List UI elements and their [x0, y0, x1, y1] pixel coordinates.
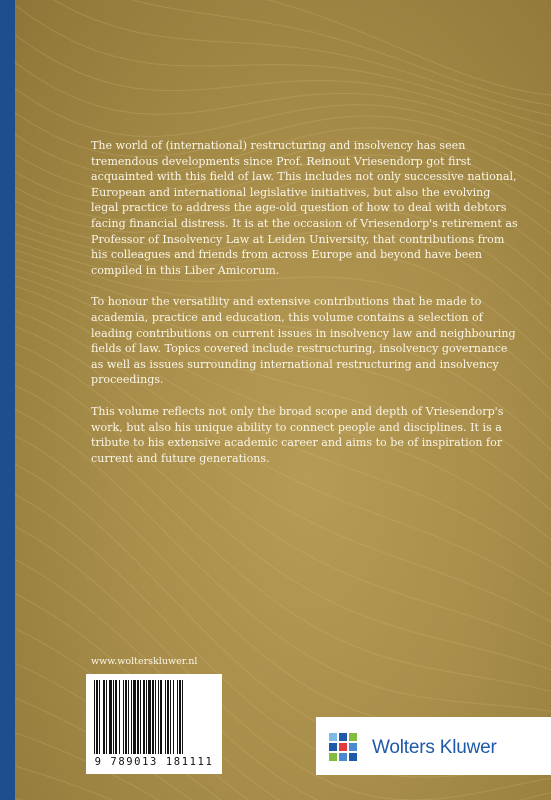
publisher-website: www.wolterskluwer.nl: [91, 656, 198, 667]
isbn-barcode: [86, 674, 222, 774]
publisher-name: Wolters Kluwer: [372, 737, 497, 758]
wave-line: [15, 0, 551, 144]
publisher-logo-box: [316, 717, 551, 775]
book-spine: [0, 0, 15, 800]
blurb-paragraph-1: The world of (international) restructuring and insolvency has seen tremendous developments since Prof. Reinout Vriesendorp got first acquainted with this field of law. This includes not only successive national, European and international legislative initiatives, but also the evolving legal practice to address the age-old question of how to deal with debtors facing financial distress. It is at the occasion of Vriesendorp's retirement as Professor of Insolvency Law at Leiden University, that contributions from his colleagues and friends from across Europe and beyond have been compiled in this Liber Amicorum.: [91, 139, 518, 277]
blurb-paragraph-2: To honour the versatility and extensive contributions that he made to academia, practice and education, this volume contains a selection of leading contributions on current issues in insolvency law and neighbouring fields of law. Topics covered include restructuring, insolvency governance as well as issues surrounding international restructuring and insolvency proceedings.: [91, 295, 516, 387]
blurb: [91, 138, 521, 482]
isbn-number: 9 789013 181111: [94, 756, 214, 768]
barcode-bars: [92, 680, 216, 754]
wolters-kluwer-logo-icon: [327, 731, 359, 763]
wave-line: [15, 0, 551, 108]
back-cover: [15, 0, 551, 800]
wave-line: [15, 782, 551, 800]
blurb-paragraph-3: This volume reflects not only the broad scope and depth of Vriesendorp's work, but also his unique ability to connect people and disciplines. It is a tribute to his extensive academic career and aims to be of inspiration for current and future generations.: [91, 404, 504, 465]
